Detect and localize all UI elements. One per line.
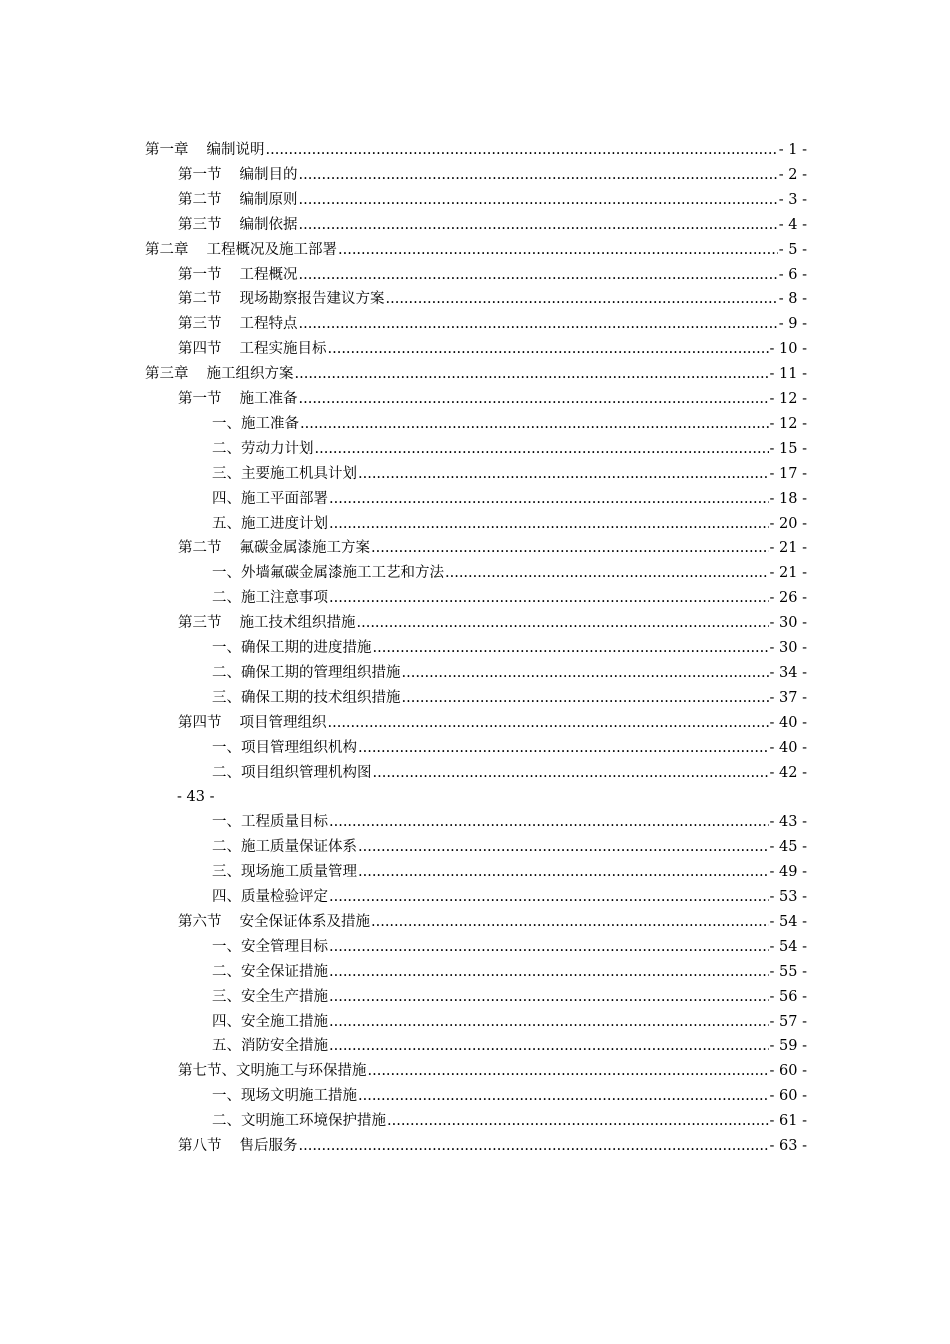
toc-entry-number: 二、 — [212, 441, 241, 457]
toc-entry-page-number: - 34 - — [769, 665, 807, 681]
toc-entry-text: 编制原则 — [239, 192, 298, 208]
toc-entry-title — [0, 885, 328, 909]
toc-entry-page-number: - 56 - — [769, 989, 807, 1005]
dot-leader — [386, 287, 778, 311]
toc-entry-number: 第二章 — [145, 242, 189, 258]
toc-entry-title — [0, 1059, 367, 1083]
toc-entry-title — [0, 188, 298, 212]
toc-entry-number: 第三章 — [145, 366, 189, 382]
toc-entry[interactable] — [0, 263, 950, 287]
toc-entry-number: 第二节 — [178, 291, 222, 307]
toc-entry[interactable] — [0, 1084, 950, 1108]
toc-entry-number: 第六节 — [178, 914, 222, 930]
toc-entry-title — [0, 238, 337, 262]
dot-leader — [266, 138, 778, 162]
toc-entry-text: 确保工期的管理组织措施 — [241, 665, 401, 681]
dot-leader — [358, 860, 769, 884]
toc-entry-page-number: - 10 - — [769, 341, 807, 357]
toc-entry-number: 二、 — [212, 590, 241, 606]
toc-entry-number: 第七节、 — [178, 1063, 236, 1079]
toc-entry-text: 施工平面部署 — [241, 491, 328, 507]
toc-entry-page-number: - 26 - — [769, 590, 807, 606]
toc-entry[interactable] — [0, 487, 950, 511]
toc-entry[interactable] — [0, 885, 950, 909]
toc-entry[interactable] — [0, 636, 950, 660]
dot-leader — [387, 1109, 769, 1133]
toc-entry-text: 施工注意事项 — [241, 590, 328, 606]
dot-leader — [329, 810, 769, 834]
toc-entry-page-number: - 37 - — [769, 690, 807, 706]
toc-entry-page-number: - 30 - — [769, 640, 807, 656]
toc-entry-number: 三、 — [212, 466, 241, 482]
toc-entry[interactable] — [0, 213, 950, 237]
toc-entry-title — [0, 860, 357, 884]
dot-leader — [368, 1059, 769, 1083]
dot-leader — [329, 1034, 769, 1058]
toc-entry-page-number: - 55 - — [769, 964, 807, 980]
toc-entry[interactable] — [0, 312, 950, 336]
dot-leader — [358, 835, 769, 859]
toc-entry-title — [0, 1109, 386, 1133]
toc-entry-text: 工程特点 — [239, 316, 298, 332]
toc-entry-page-number: - 63 - — [769, 1138, 807, 1154]
dot-leader — [445, 561, 769, 585]
toc-entry-page-number: - 53 - — [769, 889, 807, 905]
toc-entry-page-number: - 61 - — [769, 1113, 807, 1129]
toc-entry[interactable] — [0, 761, 950, 785]
dot-leader — [329, 586, 769, 610]
toc-entry-text: 工程概况 — [239, 267, 298, 283]
toc-entry-title — [0, 561, 444, 585]
toc-entry-number: 第二节 — [178, 540, 222, 556]
toc-entry[interactable] — [0, 835, 950, 859]
toc-entry-text: 安全施工措施 — [241, 1014, 328, 1030]
toc-entry-number: 五、 — [212, 1038, 241, 1054]
dot-leader — [299, 163, 778, 187]
toc-entry-title — [0, 437, 314, 461]
toc-entry-number: 一、 — [212, 640, 241, 656]
toc-entry-text: 文明施工环境保护措施 — [241, 1113, 386, 1129]
toc-entry[interactable] — [0, 736, 950, 760]
toc-entry-number: 二、 — [212, 665, 241, 681]
toc-entry-text: 氟碳金属漆施工方案 — [239, 540, 370, 556]
toc-entry-page-number: - 45 - — [769, 839, 807, 855]
toc-entry-page-number: - 49 - — [769, 864, 807, 880]
toc-entry-title — [0, 1034, 328, 1058]
dot-leader — [357, 611, 769, 635]
dot-leader — [300, 412, 769, 436]
toc-entry-page-number: - 43 - — [769, 814, 807, 830]
dot-leader — [329, 935, 769, 959]
toc-entry-page-number: - 42 - — [769, 765, 807, 781]
toc-entry-title — [0, 263, 298, 287]
toc-entry[interactable] — [0, 138, 950, 162]
toc-entry-text: 外墙氟碳金属漆施工工艺和方法 — [241, 565, 444, 581]
toc-entry-title — [0, 512, 328, 536]
toc-entry-page-number: - 40 - — [769, 740, 807, 756]
toc-entry-page-number: - 4 - — [778, 217, 807, 233]
toc-entry-text: 文明施工与环保措施 — [236, 1063, 367, 1079]
toc-entry-number: 第一节 — [178, 391, 222, 407]
toc-entry-text: 劳动力计划 — [241, 441, 314, 457]
toc-entry[interactable] — [0, 586, 950, 610]
toc-entry[interactable] — [0, 1109, 950, 1133]
toc-entry-number: 第一节 — [178, 267, 222, 283]
dot-leader — [329, 985, 769, 1009]
toc-entry-number: 第一节 — [178, 167, 222, 183]
dot-leader — [299, 312, 778, 336]
toc-entry-number: 第二节 — [178, 192, 222, 208]
toc-entry-title — [0, 636, 372, 660]
dot-leader — [328, 711, 769, 735]
toc-entry-title — [0, 960, 328, 984]
toc-entry-page-number: - 6 - — [778, 267, 807, 283]
toc-entry-page-number: - 30 - — [769, 615, 807, 631]
toc-entry-text: 编制依据 — [239, 217, 298, 233]
toc-entry-page-number: - 54 - — [769, 914, 807, 930]
toc-entry-number: 二、 — [212, 1113, 241, 1129]
toc-entry-text: 安全管理目标 — [241, 939, 328, 955]
toc-entry-title — [0, 661, 401, 685]
toc-entry-number: 第三节 — [178, 217, 222, 233]
toc-entry-text: 编制说明 — [206, 142, 265, 158]
dot-leader — [299, 213, 778, 237]
toc-entry-text: 消防安全措施 — [241, 1038, 328, 1054]
toc-entry[interactable] — [0, 686, 950, 710]
toc-entry-page-number: - 1 - — [778, 142, 807, 158]
toc-entry-number: 第八节 — [178, 1138, 222, 1154]
toc-entry-title — [0, 1084, 357, 1108]
toc-entry-text: 施工质量保证体系 — [241, 839, 357, 855]
toc-entry[interactable] — [0, 462, 950, 486]
toc-entry-title — [0, 462, 357, 486]
toc-entry-page-number: - 9 - — [778, 316, 807, 332]
toc-entry-number: 一、 — [212, 1088, 241, 1104]
toc-entry-text: 项目管理组织 — [239, 715, 327, 731]
toc-entry-number: 三、 — [212, 690, 241, 706]
toc-entry-number: 第一章 — [145, 142, 189, 158]
toc-entry-title — [0, 138, 265, 162]
toc-entry-page-number: - 8 - — [778, 291, 807, 307]
toc-entry-text: 安全保证体系及措施 — [239, 914, 370, 930]
toc-entry-title — [0, 213, 298, 237]
toc-entry[interactable] — [0, 362, 950, 386]
toc-entry-title — [0, 1134, 298, 1158]
toc-entry-number: 二、 — [212, 839, 241, 855]
dot-leader — [299, 263, 778, 287]
dot-leader — [402, 686, 769, 710]
dot-leader — [315, 437, 769, 461]
toc-entry-text: 确保工期的技术组织措施 — [241, 690, 401, 706]
toc-entry-title — [0, 586, 328, 610]
toc-entry-text: 施工技术组织措施 — [239, 615, 356, 631]
toc-entry-number: 二、 — [212, 765, 241, 781]
toc-entry-page-number: - 11 - — [769, 366, 807, 382]
toc-entry[interactable] — [0, 1134, 950, 1158]
dot-leader — [358, 736, 769, 760]
dot-leader — [338, 238, 778, 262]
stray-page-number: - 43 - — [177, 789, 215, 805]
dot-leader — [358, 462, 769, 486]
toc-entry-title — [0, 287, 385, 311]
toc-entry-title — [0, 611, 356, 635]
toc-entry-title — [0, 761, 372, 785]
toc-entry-text: 工程实施目标 — [239, 341, 327, 357]
toc-entry-text: 安全保证措施 — [241, 964, 328, 980]
dot-leader — [358, 1084, 769, 1108]
toc-entry-title — [0, 487, 328, 511]
toc-entry-text: 质量检验评定 — [241, 889, 328, 905]
toc-entry-title — [0, 711, 327, 735]
toc-entry[interactable] — [0, 1034, 950, 1058]
toc-entry-page-number: - 59 - — [769, 1038, 807, 1054]
dot-leader — [295, 362, 769, 386]
toc-entry-page-number: - 40 - — [769, 715, 807, 731]
dot-leader — [299, 387, 769, 411]
dot-leader — [329, 960, 769, 984]
toc-entry[interactable] — [0, 661, 950, 685]
toc-entry-page-number: - 60 - — [769, 1063, 807, 1079]
dot-leader — [371, 910, 769, 934]
toc-entry-title — [0, 810, 328, 834]
toc-entry-page-number: - 15 - — [769, 441, 807, 457]
toc-entry[interactable] — [0, 860, 950, 884]
toc-entry-page-number: - 54 - — [769, 939, 807, 955]
toc-entry-title — [0, 536, 370, 560]
toc-entry-page-number: - 21 - — [769, 565, 807, 581]
toc-entry-page-number: - 20 - — [769, 516, 807, 532]
toc-entry-text: 售后服务 — [239, 1138, 298, 1154]
dot-leader — [299, 188, 778, 212]
dot-leader — [299, 1134, 769, 1158]
toc-entry-number: 四、 — [212, 889, 241, 905]
toc-entry-page-number: - 57 - — [769, 1014, 807, 1030]
toc-entry[interactable] — [0, 337, 950, 361]
toc-entry[interactable] — [0, 437, 950, 461]
dot-leader — [329, 512, 769, 536]
toc-entry-text: 确保工期的进度措施 — [241, 640, 372, 656]
toc-entry-title — [0, 337, 327, 361]
toc-entry-text: 主要施工机具计划 — [241, 466, 357, 482]
toc-entry-page-number: - 60 - — [769, 1088, 807, 1104]
toc-entry-title — [0, 312, 298, 336]
toc-entry[interactable] — [0, 985, 950, 1009]
toc-entry[interactable] — [0, 412, 950, 436]
dot-leader — [373, 636, 769, 660]
toc-entry-page-number: - 5 - — [778, 242, 807, 258]
toc-entry[interactable] — [0, 287, 950, 311]
toc-entry[interactable] — [0, 561, 950, 585]
toc-entry-text: 现场勘察报告建议方案 — [239, 291, 385, 307]
dot-leader — [329, 1010, 769, 1034]
toc-entry-text: 项目组织管理机构图 — [241, 765, 372, 781]
dot-leader — [328, 337, 769, 361]
toc-entry-page-number: - 18 - — [769, 491, 807, 507]
toc-entry-title — [0, 835, 357, 859]
toc-entry[interactable] — [0, 238, 950, 262]
toc-entry-text: 现场文明施工措施 — [241, 1088, 357, 1104]
toc-entry-number: 三、 — [212, 864, 241, 880]
toc-entry[interactable] — [0, 188, 950, 212]
toc-entry-title — [0, 163, 298, 187]
toc-entry-page-number: - 21 - — [769, 540, 807, 556]
toc-entry-number: 五、 — [212, 516, 241, 532]
toc-entry-text: 现场施工质量管理 — [241, 864, 357, 880]
toc-entry-number: 四、 — [212, 1014, 241, 1030]
toc-entry-page-number: - 3 - — [778, 192, 807, 208]
toc-entry-title — [0, 1010, 328, 1034]
toc-entry-title — [0, 736, 357, 760]
toc-entry-page-number: - 17 - — [769, 466, 807, 482]
toc-entry-number: 一、 — [212, 814, 241, 830]
dot-leader — [329, 885, 769, 909]
toc-entry-title — [0, 935, 328, 959]
toc-entry-number: 第三节 — [178, 615, 222, 631]
toc-entry-page-number: - 2 - — [778, 167, 807, 183]
toc-entry-page-number: - 12 - — [769, 391, 807, 407]
dot-leader — [329, 487, 769, 511]
toc-entry-text: 施工准备 — [241, 416, 299, 432]
toc-entry[interactable] — [0, 512, 950, 536]
toc-entry-number: 一、 — [212, 740, 241, 756]
toc-entry[interactable] — [0, 611, 950, 635]
dot-leader — [371, 536, 769, 560]
toc-entry-text: 工程概况及施工部署 — [206, 242, 337, 258]
toc-entry[interactable] — [0, 910, 950, 934]
toc-entry-number: 四、 — [212, 491, 241, 507]
toc-entry-text: 施工准备 — [239, 391, 298, 407]
toc-entry[interactable] — [0, 1059, 950, 1083]
toc-entry-page-number: - 12 - — [769, 416, 807, 432]
toc-entry-text: 编制目的 — [239, 167, 298, 183]
toc-entry[interactable] — [0, 810, 950, 834]
toc-entry-number: 第四节 — [178, 341, 222, 357]
toc-entry-text: 施工进度计划 — [241, 516, 328, 532]
toc-entry-title — [0, 387, 298, 411]
dot-leader — [402, 661, 769, 685]
toc-entry-text: 工程质量目标 — [241, 814, 328, 830]
toc-entry[interactable] — [0, 387, 950, 411]
toc-entry-number: 第三节 — [178, 316, 222, 332]
toc-entry-title — [0, 985, 328, 1009]
toc-entry-title — [0, 686, 401, 710]
toc-entry[interactable] — [0, 935, 950, 959]
toc-entry-text: 施工组织方案 — [206, 366, 294, 382]
toc-entry-number: 第四节 — [178, 715, 222, 731]
toc-entry-number: 一、 — [212, 565, 241, 581]
toc-entry-number: 三、 — [212, 989, 241, 1005]
toc-entry-title — [0, 910, 370, 934]
toc-entry-number: 一、 — [212, 939, 241, 955]
toc-entry[interactable] — [0, 960, 950, 984]
toc-entry-title — [0, 362, 294, 386]
toc-entry[interactable] — [0, 163, 950, 187]
toc-entry-text: 安全生产措施 — [241, 989, 328, 1005]
toc-entry[interactable] — [0, 711, 950, 735]
toc-entry-number: 二、 — [212, 964, 241, 980]
toc-entry[interactable] — [0, 536, 950, 560]
toc-entry[interactable] — [0, 1010, 950, 1034]
toc-entry-text: 项目管理组织机构 — [241, 740, 357, 756]
toc-entry-title — [0, 412, 299, 436]
toc-entry-number: 一、 — [212, 416, 241, 432]
dot-leader — [373, 761, 769, 785]
